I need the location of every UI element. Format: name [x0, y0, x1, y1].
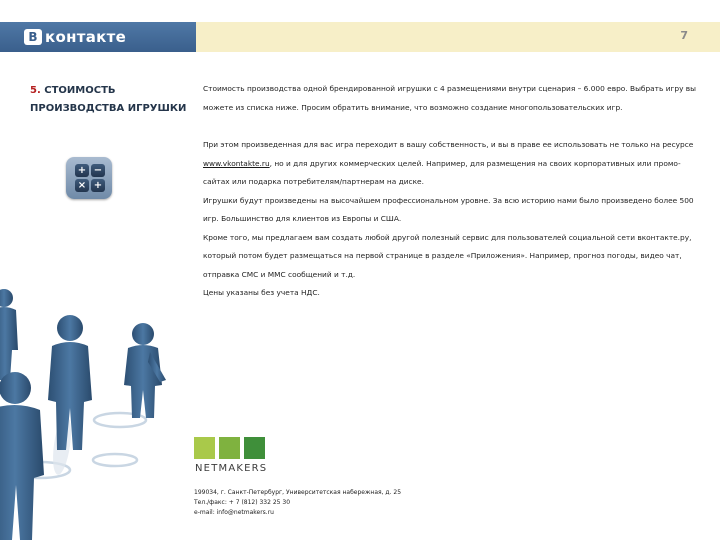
calc-key-plus-2: + [91, 179, 105, 192]
section-title [30, 82, 195, 118]
logo-letter: B [24, 29, 42, 45]
header-bar [0, 22, 720, 52]
logo-square-1 [194, 437, 215, 459]
calc-key-plus: + [75, 164, 89, 177]
people-network-illustration [0, 270, 200, 540]
section-number: 5. [30, 85, 41, 96]
paragraph-price: Стоимость производства одной брендированной игрушки с 4 размещениями внутри сценария – 6.000 евро. Выбрать игру вы можете из списка ниже. Просим обратить внимание, что возможно создание многопользовательских игр. [203, 84, 696, 112]
paragraph-quality: Игрушки будут произведены на высочайшем профессиональном уровне. За всю историю нами было произведено более 500 игр. Большинство для клиентов из Европы и США. [203, 195, 694, 223]
vkontakte-link[interactable]: www.vkontakte.ru [203, 158, 270, 168]
phone: Тел./факс: + 7 (812) 332 25 30 [194, 499, 291, 506]
section-title-text: СТОИМОСТЬ ПРОИЗВОДСТВА ИГРУШКИ [30, 85, 187, 114]
logo-square-3 [244, 437, 265, 459]
address: 199034, г. Санкт-Петербург, Университетская набережная, д. 25 [194, 489, 402, 496]
netmakers-logo-text: NETMAKERS [195, 463, 268, 474]
paragraph-services: Кроме того, мы предлагаем вам создать любой другой полезный сервис для пользователей социальной сети вконтакте.ру, который потом будет размещаться на первой странице в разделе «Приложения». Например, прогноз погоды, видео чат, отправка СМС и ММС сообщений и т.д. [203, 232, 692, 279]
calc-key-multiply: × [75, 179, 89, 192]
paragraph-vat: Цены указаны без учета НДС. [203, 288, 320, 297]
header-strip [196, 22, 720, 52]
logo-text: контакте [45, 28, 127, 46]
body-text [203, 80, 703, 303]
logo-square-2 [219, 437, 240, 459]
vkontakte-logo [0, 22, 196, 52]
calculator-icon [66, 157, 112, 199]
paragraph-ownership: При этом произведенная для вас игра переходит в вашу собственность, и вы в праве ее использовать не только на ресурсе www.vkontakte.ru, но и для других коммерческих целей. Например, для размещения на своих корпоративных или промо-сайтах или подарка потребителям/партнерам на диске. [203, 140, 694, 186]
contact-info [194, 488, 401, 518]
email[interactable]: e-mail: info@netmakers.ru [194, 509, 274, 516]
page-number: 7 [680, 29, 688, 42]
calc-key-minus: − [91, 164, 105, 177]
